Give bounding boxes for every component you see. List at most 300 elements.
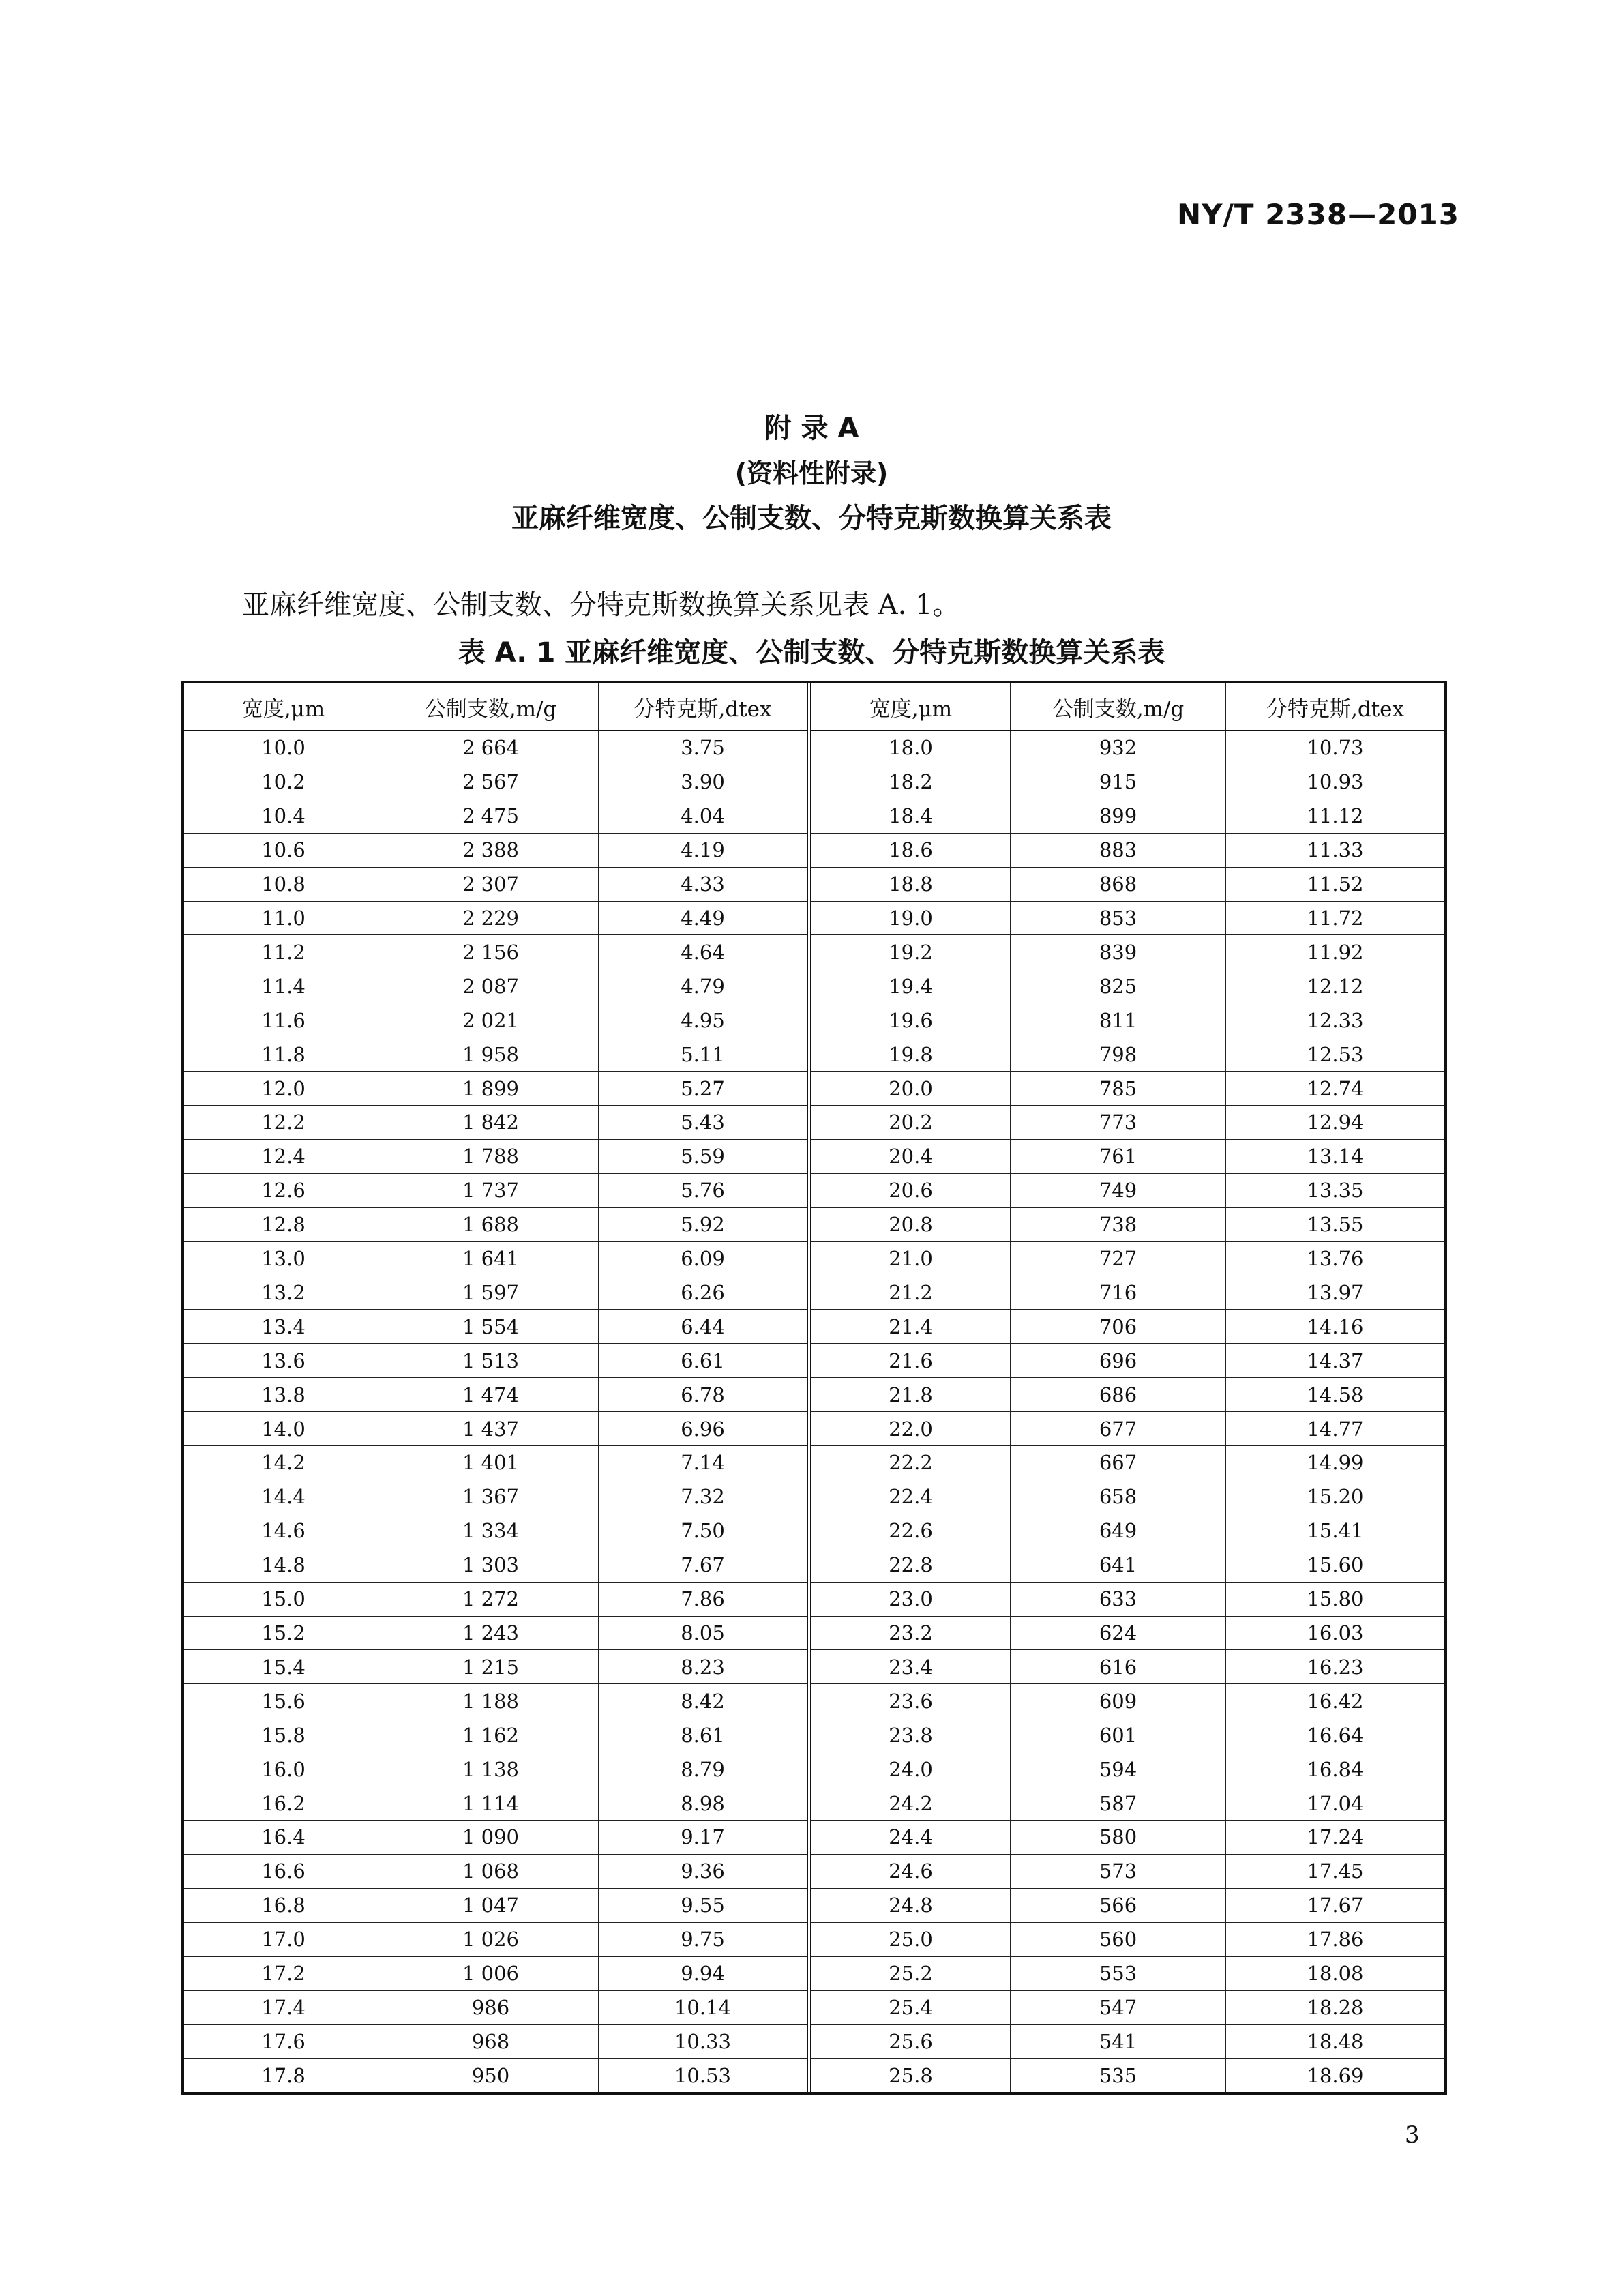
cell-metric-count: 716 — [1011, 1276, 1226, 1310]
cell-width: 17.2 — [184, 1957, 383, 1990]
cell-dtex: 15.60 — [1307, 1553, 1364, 1577]
cell-metric-count: 2 567 — [383, 765, 599, 799]
cell-metric-count: 1 068 — [383, 1855, 599, 1888]
cell-width: 25.6 — [812, 2025, 1011, 2058]
conversion-table — [181, 681, 1447, 2095]
table-row — [812, 1378, 1444, 1412]
cell-width: 19.0 — [812, 902, 1011, 935]
table-row — [812, 1037, 1444, 1072]
page-number: 3 — [1405, 2121, 1420, 2149]
cell-metric-count: 641 — [1011, 1548, 1226, 1582]
cell-dtex: 4.49 — [681, 906, 725, 930]
cell-width: 24.2 — [812, 1786, 1011, 1820]
cell-dtex: 13.35 — [1307, 1179, 1364, 1203]
cell-metric-count: 899 — [1011, 799, 1226, 833]
cell-metric-count: 1 401 — [383, 1446, 599, 1480]
cell-metric-count: 1 554 — [383, 1310, 599, 1343]
cell-dtex: 6.09 — [681, 1247, 725, 1271]
cell-width: 19.8 — [812, 1037, 1011, 1071]
cell-width: 17.0 — [184, 1923, 383, 1956]
cell-metric-count: 1 367 — [383, 1480, 599, 1514]
table-row — [812, 1923, 1444, 1957]
cell-metric-count: 825 — [1011, 969, 1226, 1003]
cell-width: 19.4 — [812, 969, 1011, 1003]
cell-metric-count: 1 006 — [383, 1957, 599, 1990]
cell-metric-count: 553 — [1011, 1957, 1226, 1990]
cell-width: 22.6 — [812, 1514, 1011, 1548]
table-row — [184, 1923, 807, 1957]
table-row — [184, 1786, 807, 1821]
cell-dtex: 14.99 — [1307, 1451, 1364, 1475]
table-row — [184, 1310, 807, 1344]
cell-dtex: 11.52 — [1307, 872, 1364, 896]
cell-width: 23.6 — [812, 1684, 1011, 1718]
cell-width: 12.2 — [184, 1106, 383, 1139]
table-row — [184, 1480, 807, 1514]
table-row — [184, 1446, 807, 1480]
cell-width: 18.6 — [812, 834, 1011, 867]
table-row — [812, 1617, 1444, 1651]
cell-dtex: 18.28 — [1307, 1995, 1364, 2019]
table-row — [812, 1786, 1444, 1821]
cell-metric-count: 633 — [1011, 1583, 1226, 1616]
cell-metric-count: 1 047 — [383, 1889, 599, 1922]
cell-width: 13.4 — [184, 1310, 383, 1343]
cell-width: 10.2 — [184, 765, 383, 799]
cell-width: 16.2 — [184, 1786, 383, 1820]
cell-dtex: 12.33 — [1307, 1008, 1364, 1032]
table-row — [184, 1991, 807, 2025]
header-width: 宽度,μm — [812, 683, 1011, 730]
cell-width: 25.2 — [812, 1957, 1011, 1990]
cell-metric-count: 883 — [1011, 834, 1226, 867]
cell-metric-count: 541 — [1011, 2025, 1226, 2058]
cell-dtex: 8.23 — [681, 1655, 725, 1679]
cell-dtex: 5.59 — [681, 1145, 725, 1168]
cell-width: 11.4 — [184, 969, 383, 1003]
cell-width: 10.0 — [184, 731, 383, 765]
cell-width: 13.2 — [184, 1276, 383, 1310]
cell-dtex: 14.58 — [1307, 1383, 1364, 1407]
table-row — [184, 1037, 807, 1072]
cell-width: 14.0 — [184, 1412, 383, 1445]
cell-dtex: 15.80 — [1307, 1587, 1364, 1611]
table-row — [184, 1583, 807, 1617]
cell-width: 22.4 — [812, 1480, 1011, 1514]
cell-width: 20.0 — [812, 1072, 1011, 1105]
cell-dtex: 9.17 — [681, 1825, 725, 1849]
cell-dtex: 7.86 — [681, 1587, 725, 1611]
table-row — [812, 1106, 1444, 1140]
cell-dtex: 16.42 — [1307, 1689, 1364, 1713]
cell-metric-count: 1 090 — [383, 1821, 599, 1854]
cell-metric-count: 616 — [1011, 1650, 1226, 1683]
cell-dtex: 6.26 — [681, 1280, 725, 1304]
cell-metric-count: 580 — [1011, 1821, 1226, 1854]
cell-metric-count: 749 — [1011, 1174, 1226, 1207]
cell-width: 23.4 — [812, 1650, 1011, 1683]
cell-metric-count: 2 664 — [383, 731, 599, 765]
cell-dtex: 15.20 — [1307, 1485, 1364, 1509]
cell-metric-count: 950 — [383, 2059, 599, 2092]
table-row — [812, 1242, 1444, 1276]
cell-metric-count: 587 — [1011, 1786, 1226, 1820]
cell-width: 12.0 — [184, 1072, 383, 1105]
cell-metric-count: 968 — [383, 2025, 599, 2058]
table-row — [184, 2059, 807, 2092]
cell-dtex: 4.04 — [681, 804, 725, 828]
cell-width: 21.4 — [812, 1310, 1011, 1343]
table-row — [812, 1003, 1444, 1037]
cell-metric-count: 1 737 — [383, 1174, 599, 1207]
table-row — [184, 1752, 807, 1786]
cell-metric-count: 761 — [1011, 1140, 1226, 1173]
table-row — [184, 1106, 807, 1140]
table-row — [812, 2025, 1444, 2059]
cell-width: 22.0 — [812, 1412, 1011, 1445]
cell-metric-count: 566 — [1011, 1889, 1226, 1922]
cell-dtex: 6.78 — [681, 1383, 725, 1407]
cell-metric-count: 1 437 — [383, 1412, 599, 1445]
cell-width: 24.6 — [812, 1855, 1011, 1888]
cell-metric-count: 868 — [1011, 868, 1226, 901]
cell-metric-count: 1 215 — [383, 1650, 599, 1683]
cell-metric-count: 853 — [1011, 902, 1226, 935]
cell-dtex: 3.90 — [681, 770, 725, 794]
table-row — [184, 799, 807, 834]
cell-width: 10.6 — [184, 834, 383, 867]
cell-metric-count: 1 958 — [383, 1037, 599, 1071]
cell-width: 17.8 — [184, 2059, 383, 2092]
cell-dtex: 5.11 — [681, 1042, 725, 1066]
cell-width: 15.2 — [184, 1617, 383, 1650]
cell-width: 25.4 — [812, 1991, 1011, 2025]
cell-dtex: 13.97 — [1307, 1280, 1364, 1304]
cell-width: 13.0 — [184, 1242, 383, 1276]
cell-dtex: 8.79 — [681, 1757, 725, 1781]
table-row — [812, 1208, 1444, 1242]
cell-width: 13.6 — [184, 1344, 383, 1377]
cell-width: 10.8 — [184, 868, 383, 901]
cell-width: 19.6 — [812, 1003, 1011, 1037]
table-row — [812, 935, 1444, 969]
cell-dtex: 7.32 — [681, 1485, 725, 1509]
cell-width: 11.0 — [184, 902, 383, 935]
cell-metric-count: 1 162 — [383, 1718, 599, 1752]
table-row — [812, 1514, 1444, 1548]
cell-metric-count: 1 597 — [383, 1276, 599, 1310]
cell-dtex: 12.53 — [1307, 1042, 1364, 1066]
table-row — [184, 834, 807, 868]
table-row — [184, 1242, 807, 1276]
table-row — [812, 1446, 1444, 1480]
table-row — [184, 1072, 807, 1106]
table-row — [812, 1548, 1444, 1583]
cell-metric-count: 2 087 — [383, 969, 599, 1003]
cell-metric-count: 535 — [1011, 2059, 1226, 2092]
cell-width: 20.2 — [812, 1106, 1011, 1139]
cell-dtex: 18.48 — [1307, 2029, 1364, 2053]
cell-metric-count: 667 — [1011, 1446, 1226, 1480]
cell-width: 22.2 — [812, 1446, 1011, 1480]
cell-width: 14.8 — [184, 1548, 383, 1582]
table-row — [184, 1821, 807, 1855]
table-row — [184, 1378, 807, 1412]
cell-metric-count: 2 156 — [383, 935, 599, 969]
cell-width: 14.6 — [184, 1514, 383, 1548]
cell-width: 21.0 — [812, 1242, 1011, 1276]
cell-width: 20.4 — [812, 1140, 1011, 1173]
table-row — [812, 1752, 1444, 1786]
cell-metric-count: 706 — [1011, 1310, 1226, 1343]
cell-dtex: 5.43 — [681, 1110, 725, 1134]
cell-dtex: 14.16 — [1307, 1314, 1364, 1338]
header-dtex: 分特克斯,dtex — [634, 696, 772, 722]
cell-dtex: 5.27 — [681, 1076, 725, 1100]
cell-dtex: 12.12 — [1307, 974, 1364, 998]
cell-dtex: 10.14 — [674, 1995, 732, 2019]
table-row — [184, 1548, 807, 1583]
cell-metric-count: 1 842 — [383, 1106, 599, 1139]
cell-dtex: 16.64 — [1307, 1723, 1364, 1747]
cell-dtex: 3.75 — [681, 736, 725, 760]
table-row — [812, 1140, 1444, 1174]
table-header-row — [812, 683, 1444, 731]
table-row — [812, 1821, 1444, 1855]
cell-dtex: 9.94 — [681, 1962, 725, 1986]
cell-metric-count: 609 — [1011, 1684, 1226, 1718]
cell-dtex: 16.03 — [1307, 1621, 1364, 1645]
cell-metric-count: 1 688 — [383, 1208, 599, 1241]
cell-width: 12.8 — [184, 1208, 383, 1241]
table-row — [812, 1684, 1444, 1718]
cell-metric-count: 2 021 — [383, 1003, 599, 1037]
table-row — [184, 1855, 807, 1889]
table-row — [812, 902, 1444, 936]
cell-width: 25.0 — [812, 1923, 1011, 1956]
cell-metric-count: 798 — [1011, 1037, 1226, 1071]
table-row — [184, 1174, 807, 1208]
cell-dtex: 4.79 — [681, 974, 725, 998]
cell-dtex: 7.67 — [681, 1553, 725, 1577]
cell-metric-count: 839 — [1011, 935, 1226, 969]
table-row — [812, 1889, 1444, 1923]
cell-metric-count: 1 641 — [383, 1242, 599, 1276]
cell-dtex: 8.61 — [681, 1723, 725, 1747]
cell-width: 15.8 — [184, 1718, 383, 1752]
table-row — [184, 2025, 807, 2059]
cell-width: 14.4 — [184, 1480, 383, 1514]
table-row — [184, 902, 807, 936]
cell-width: 21.8 — [812, 1378, 1011, 1411]
cell-dtex: 8.05 — [681, 1621, 725, 1645]
intro-paragraph: 亚麻纤维宽度、公制支数、分特克斯数换算关系见表 A. 1。 — [242, 589, 960, 621]
table-row — [184, 1514, 807, 1548]
cell-dtex: 5.92 — [681, 1213, 725, 1237]
table-row — [184, 1684, 807, 1718]
cell-dtex: 10.73 — [1307, 736, 1364, 760]
table-row — [812, 1480, 1444, 1514]
cell-width: 21.6 — [812, 1344, 1011, 1377]
cell-metric-count: 1 188 — [383, 1684, 599, 1718]
header-metric-count: 公制支数,m/g — [1011, 683, 1226, 730]
table-row — [184, 868, 807, 902]
standard-code: NY/T 2338—2013 — [1177, 198, 1459, 231]
table-row — [184, 1344, 807, 1378]
cell-dtex: 15.41 — [1307, 1519, 1364, 1543]
cell-dtex: 16.84 — [1307, 1757, 1364, 1781]
cell-metric-count: 1 114 — [383, 1786, 599, 1820]
cell-metric-count: 2 229 — [383, 902, 599, 935]
header-dtex: 分特克斯,dtex — [1266, 696, 1404, 722]
cell-width: 15.0 — [184, 1583, 383, 1616]
cell-width: 11.2 — [184, 935, 383, 969]
cell-metric-count: 573 — [1011, 1855, 1226, 1888]
cell-metric-count: 696 — [1011, 1344, 1226, 1377]
cell-width: 24.4 — [812, 1821, 1011, 1854]
cell-metric-count: 727 — [1011, 1242, 1226, 1276]
table-row — [184, 1208, 807, 1242]
cell-dtex: 11.92 — [1307, 940, 1364, 964]
table-row — [812, 1957, 1444, 1991]
cell-metric-count: 560 — [1011, 1923, 1226, 1956]
cell-dtex: 11.12 — [1307, 804, 1364, 828]
cell-dtex: 10.33 — [674, 2029, 732, 2053]
table-row — [184, 1412, 807, 1446]
cell-metric-count: 986 — [383, 1991, 599, 2025]
cell-dtex: 9.36 — [681, 1859, 725, 1883]
cell-dtex: 4.95 — [681, 1008, 725, 1032]
annex-type: (资料性附录) — [734, 458, 889, 488]
cell-metric-count: 649 — [1011, 1514, 1226, 1548]
table-row — [184, 1140, 807, 1174]
table-left-half — [184, 683, 812, 2092]
cell-metric-count: 2 388 — [383, 834, 599, 867]
table-row — [812, 2059, 1444, 2092]
cell-width: 16.0 — [184, 1752, 383, 1786]
cell-metric-count: 2 475 — [383, 799, 599, 833]
cell-metric-count: 1 474 — [383, 1378, 599, 1411]
cell-dtex: 13.14 — [1307, 1145, 1364, 1168]
cell-metric-count: 811 — [1011, 1003, 1226, 1037]
cell-width: 18.2 — [812, 765, 1011, 799]
cell-width: 16.6 — [184, 1855, 383, 1888]
table-row — [184, 1718, 807, 1752]
cell-width: 19.2 — [812, 935, 1011, 969]
cell-width: 18.8 — [812, 868, 1011, 901]
cell-dtex: 9.55 — [681, 1894, 725, 1917]
cell-dtex: 4.64 — [681, 940, 725, 964]
cell-metric-count: 1 243 — [383, 1617, 599, 1650]
header-width: 宽度,μm — [184, 683, 383, 730]
cell-width: 12.4 — [184, 1140, 383, 1173]
cell-dtex: 6.61 — [681, 1349, 725, 1372]
cell-dtex: 17.67 — [1307, 1894, 1364, 1917]
table-row — [184, 731, 807, 765]
cell-width: 17.4 — [184, 1991, 383, 2025]
cell-metric-count: 547 — [1011, 1991, 1226, 2025]
cell-metric-count: 932 — [1011, 731, 1226, 765]
cell-metric-count: 601 — [1011, 1718, 1226, 1752]
table-row — [184, 935, 807, 969]
table-row — [184, 765, 807, 799]
cell-dtex: 7.14 — [681, 1451, 725, 1475]
table-row — [812, 1718, 1444, 1752]
cell-width: 16.4 — [184, 1821, 383, 1854]
table-right-half — [812, 683, 1444, 2092]
cell-metric-count: 658 — [1011, 1480, 1226, 1514]
cell-metric-count: 915 — [1011, 765, 1226, 799]
cell-dtex: 12.74 — [1307, 1076, 1364, 1100]
cell-metric-count: 677 — [1011, 1412, 1226, 1445]
table-row — [812, 1855, 1444, 1889]
cell-dtex: 16.23 — [1307, 1655, 1364, 1679]
table-row — [812, 1583, 1444, 1617]
table-row — [184, 1650, 807, 1684]
cell-dtex: 18.69 — [1307, 2063, 1364, 2087]
cell-metric-count: 1 138 — [383, 1752, 599, 1786]
cell-dtex: 14.37 — [1307, 1349, 1364, 1372]
table-row — [184, 969, 807, 1003]
cell-metric-count: 686 — [1011, 1378, 1226, 1411]
table-row — [812, 834, 1444, 868]
cell-metric-count: 1 272 — [383, 1583, 599, 1616]
annex-title: 附 录 A — [764, 413, 859, 444]
cell-dtex: 6.44 — [681, 1314, 725, 1338]
cell-dtex: 10.93 — [1307, 770, 1364, 794]
cell-width: 24.8 — [812, 1889, 1011, 1922]
table-caption: 表 A. 1 亚麻纤维宽度、公制支数、分特克斯数换算关系表 — [458, 637, 1165, 668]
cell-dtex: 8.98 — [681, 1791, 725, 1815]
cell-metric-count: 1 334 — [383, 1514, 599, 1548]
cell-dtex: 17.86 — [1307, 1928, 1364, 1952]
cell-dtex: 13.55 — [1307, 1213, 1364, 1237]
cell-dtex: 6.96 — [681, 1417, 725, 1441]
cell-metric-count: 738 — [1011, 1208, 1226, 1241]
cell-width: 14.2 — [184, 1446, 383, 1480]
table-row — [812, 731, 1444, 765]
cell-width: 18.4 — [812, 799, 1011, 833]
table-row — [812, 1276, 1444, 1310]
cell-dtex: 12.94 — [1307, 1110, 1364, 1134]
cell-dtex: 8.42 — [681, 1689, 725, 1713]
cell-width: 23.0 — [812, 1583, 1011, 1616]
cell-metric-count: 594 — [1011, 1752, 1226, 1786]
cell-dtex: 9.75 — [681, 1928, 725, 1952]
cell-dtex: 13.76 — [1307, 1247, 1364, 1271]
table-row — [184, 1957, 807, 1991]
cell-width: 11.6 — [184, 1003, 383, 1037]
cell-dtex: 4.33 — [681, 872, 725, 896]
table-row — [812, 765, 1444, 799]
cell-width: 16.8 — [184, 1889, 383, 1922]
table-row — [812, 868, 1444, 902]
cell-metric-count: 1 788 — [383, 1140, 599, 1173]
header-metric-count: 公制支数,m/g — [383, 683, 599, 730]
cell-width: 22.8 — [812, 1548, 1011, 1582]
cell-metric-count: 1 513 — [383, 1344, 599, 1377]
cell-width: 11.8 — [184, 1037, 383, 1071]
cell-width: 18.0 — [812, 731, 1011, 765]
table-row — [184, 1003, 807, 1037]
cell-width: 23.2 — [812, 1617, 1011, 1650]
cell-dtex: 18.08 — [1307, 1962, 1364, 1986]
table-row — [812, 1650, 1444, 1684]
cell-metric-count: 1 899 — [383, 1072, 599, 1105]
cell-dtex: 7.50 — [681, 1519, 725, 1543]
cell-dtex: 4.19 — [681, 838, 725, 862]
cell-width: 20.6 — [812, 1174, 1011, 1207]
